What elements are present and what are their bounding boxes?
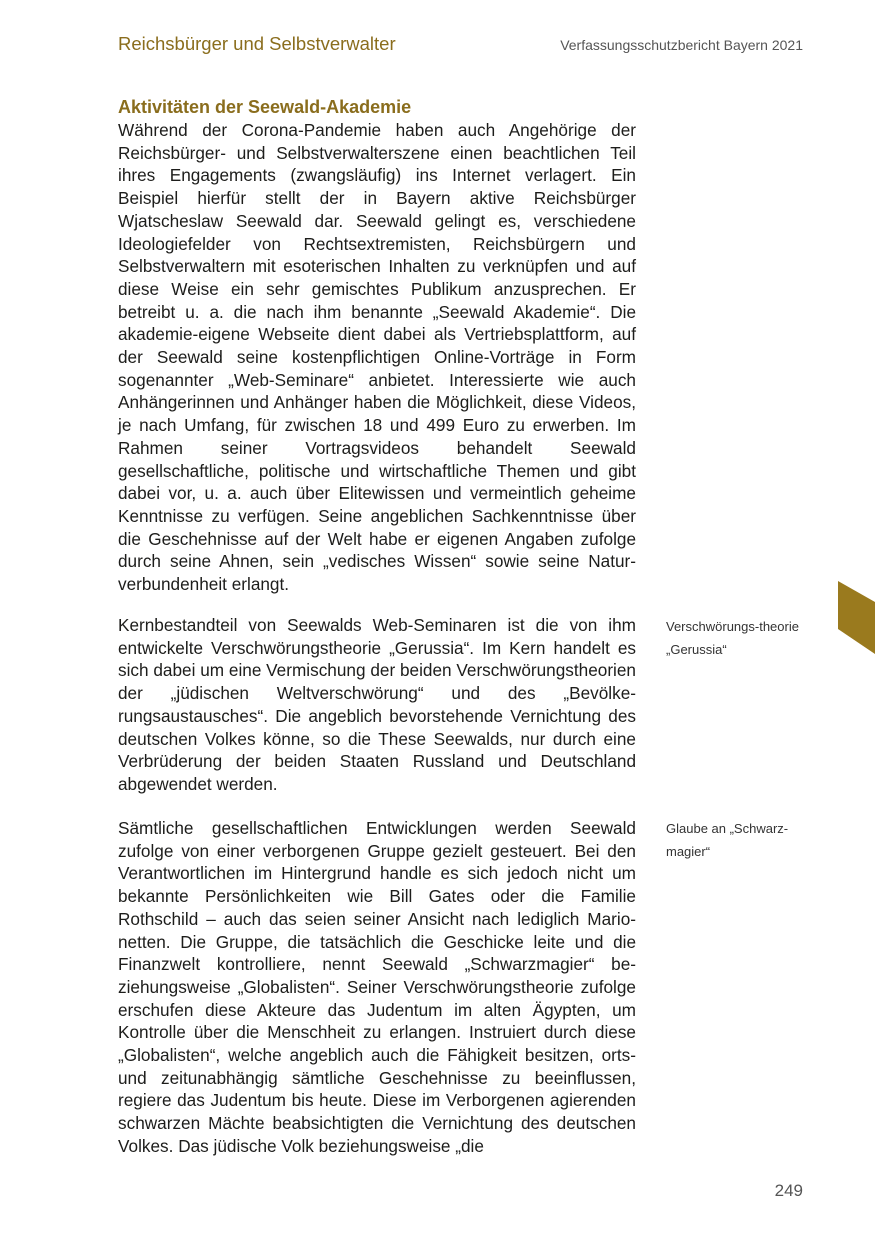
section-heading: Aktivitäten der Seewald-Akademie <box>118 97 412 117</box>
chapter-title: Reichsbürger und Selbstverwalter <box>118 33 396 54</box>
chapter-tab-shape <box>838 581 875 654</box>
paragraph-schwarzmagier: Sämtliche gesellschaftlichen Entwicklungen werden Seewald zufolge von einer verborgenen Gruppe gezielt gesteuert. Bei den Verantwortlichen im Hintergrund handle es sich jedoch nicht um bekannte Persönlichkeiten wie Bill Gates oder die Familie Rothschild – auch das seien seiner Ansicht nach lediglich Marionetten. Die Gruppe, die tatsächlich die Geschicke leite und die Finanzwelt kontrolliere, nennt Seewald „Schwarzmagier“ beziehungsweise „Globalisten“. Seiner Verschwörungstheorie zufolge erschufen diese Akteure das Judentum im alten Ägypten, um Kontrolle über die Menschheit zu erlangen. Instruiert durch diese „Globalisten“, welche angeblich auch die Fähigkeit besitzen, orts- und zeitunabhängig sämtliche Geschehnisse zu beeinflussen, regiere das Judentum bis heute. Diese im Verborgenen agierenden schwarzen Mächte beabsichtigten die Vernichtung des deutschen Volkes. Das jüdische Volk beziehungsweise „die <box>118 818 636 1156</box>
margin-note-schwarzmagier <box>666 818 816 863</box>
paragraph-gerussia: Kernbestandteil von Seewalds Web-Seminaren ist die von ihm entwickelte Verschwörungstheorie „Gerussia“. Im Kern handelt es sich dabei um eine Vermischung der beiden Verschwörungstheorien der „jüdischen Weltverschwörung“ und des „Bevölkerungsaustausches“. Die angeblich bevorstehende Vernichtung des deutschen Volkes könne, so die These Seewalds, nur durch eine Verbrüderung der beiden Staaten Russland und Deutschland abgewendet werden. <box>118 615 636 794</box>
main-content <box>118 96 636 1156</box>
margin-note-gerussia-text: Verschwörungs-theorie „Gerussia“ <box>666 619 799 657</box>
margin-note-schwarzmagier-text: Glaube an „Schwarz-magier“ <box>666 821 789 859</box>
margin-note-gerussia <box>666 616 816 661</box>
report-title: Verfassungsschutzbericht Bayern 2021 <box>560 37 803 53</box>
chapter-tab-marker <box>838 581 875 654</box>
page-number: 249 <box>774 1181 803 1200</box>
paragraph-seewald-akademie: Während der Corona-Pandemie haben auch Angehörige der Reichsbürger- und Selbstverwalterszene einen beachtlichen Teil ihres Engagements (zwangsläufig) ins Internet verlagert. Ein Beispiel hierfür stellt der in Bayern aktive Reichsbürger Wjatscheslaw Seewald dar. Seewald gelingt es, verschiedene Ideologiefelder von Rechtsextremisten, Reichsbürgern und Selbstverwaltern mit esoterischen Inhalten zu verknüpfen und auf diese Weise ein sehr gemischtes Publikum anzusprechen. Er betreibt u. a. die nach ihm benannte „Seewald Akademie“. Die akademie-eigene Webseite dient dabei als Vertriebsplattform, auf der Seewald seine kostenpflichtigen Online-Vorträge in Form sogenannter „Web-Seminare“ anbietet. Interessierte wie auch Anhängerinnen und Anhänger haben die Möglichkeit, diese Videos, je nach Umfang, für zwischen 18 und 499 Euro zu erwerben. Im Rahmen seiner Vortragsvideos behandelt Seewald gesellschaftliche, politische und wirtschaftliche Themen und gibt dabei vor, u. a. auch über Elitewissen und vermeintlich geheime Kenntnisse zu verfügen. Seine angeblichen Sachkenntnisse über die Geschehnisse auf der Welt habe er eigenen Angaben zufolge durch seine Ahnen, sein „vedisches Wissen“ sowie seine Naturverbundenheit erlangt. <box>118 120 636 595</box>
